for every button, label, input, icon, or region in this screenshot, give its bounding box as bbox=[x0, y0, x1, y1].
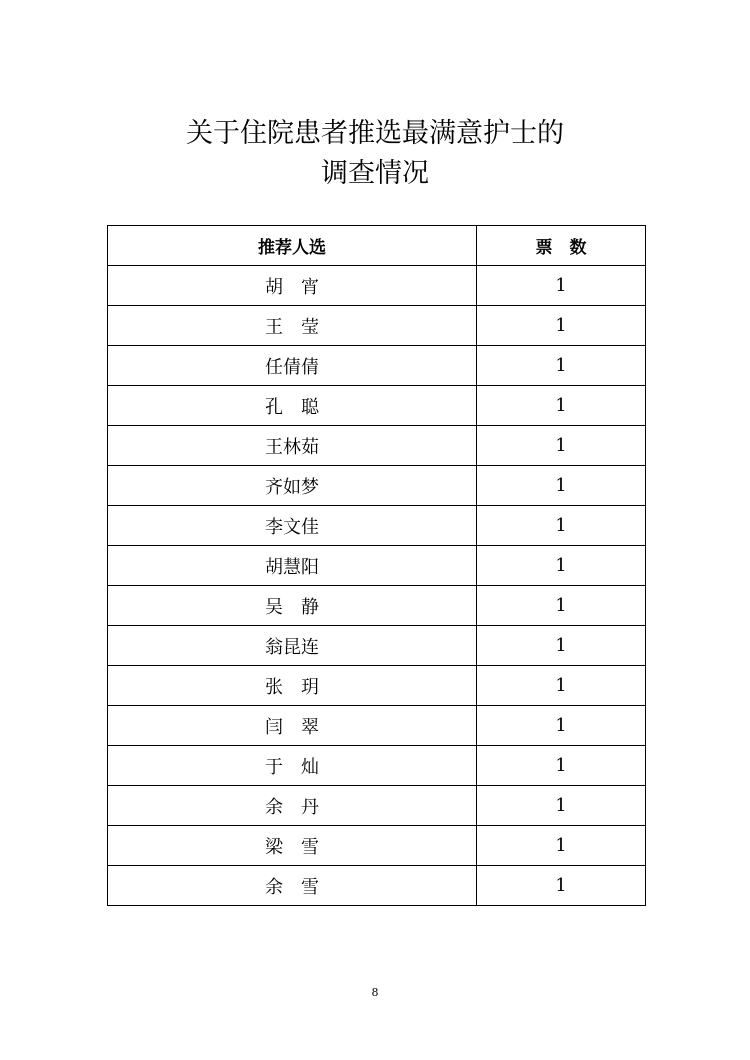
vote-count: 1 bbox=[477, 426, 646, 466]
table-row bbox=[108, 586, 646, 626]
vote-count: 1 bbox=[477, 786, 646, 826]
candidate-name: 胡慧阳 bbox=[108, 546, 477, 586]
table-row bbox=[108, 626, 646, 666]
candidate-name: 余 丹 bbox=[108, 786, 477, 826]
table-row bbox=[108, 546, 646, 586]
candidate-name: 梁 雪 bbox=[108, 826, 477, 866]
vote-count: 1 bbox=[477, 746, 646, 786]
candidate-name: 于 灿 bbox=[108, 746, 477, 786]
vote-count: 1 bbox=[477, 306, 646, 346]
vote-count: 1 bbox=[477, 506, 646, 546]
table-row bbox=[108, 466, 646, 506]
column-header-candidate: 推荐人选 bbox=[108, 226, 477, 266]
vote-count: 1 bbox=[477, 866, 646, 906]
table-row bbox=[108, 266, 646, 306]
table-row bbox=[108, 386, 646, 426]
candidate-name: 吴 静 bbox=[108, 586, 477, 626]
candidate-name: 闫 翠 bbox=[108, 706, 477, 746]
document-title-line-1: 关于住院患者推选最满意护士的 bbox=[186, 118, 564, 149]
table-row bbox=[108, 666, 646, 706]
vote-count: 1 bbox=[477, 386, 646, 426]
table-row bbox=[108, 506, 646, 546]
table-row bbox=[108, 866, 646, 906]
page-number: 8 bbox=[371, 986, 379, 999]
candidate-name: 余 雪 bbox=[108, 866, 477, 906]
candidate-name: 李文佳 bbox=[108, 506, 477, 546]
candidate-name: 张 玥 bbox=[108, 666, 477, 706]
vote-count: 1 bbox=[477, 546, 646, 586]
vote-count: 1 bbox=[477, 466, 646, 506]
table-row bbox=[108, 426, 646, 466]
table-row bbox=[108, 306, 646, 346]
candidate-name: 胡 宵 bbox=[108, 266, 477, 306]
vote-count: 1 bbox=[477, 826, 646, 866]
table-row bbox=[108, 786, 646, 826]
candidate-name: 齐如梦 bbox=[108, 466, 477, 506]
table-row bbox=[108, 346, 646, 386]
vote-count: 1 bbox=[477, 266, 646, 306]
document-title-line-2: 调查情况 bbox=[321, 158, 429, 189]
vote-count: 1 bbox=[477, 346, 646, 386]
nurse-vote-table bbox=[107, 225, 646, 906]
table-header-row bbox=[108, 226, 646, 266]
vote-count: 1 bbox=[477, 666, 646, 706]
candidate-name: 任倩倩 bbox=[108, 346, 477, 386]
candidate-name: 王林茹 bbox=[108, 426, 477, 466]
column-header-votes: 票 数 bbox=[477, 226, 646, 266]
vote-count: 1 bbox=[477, 706, 646, 746]
candidate-name: 王 莹 bbox=[108, 306, 477, 346]
candidate-name: 孔 聪 bbox=[108, 386, 477, 426]
table-row bbox=[108, 706, 646, 746]
table-row bbox=[108, 746, 646, 786]
vote-count: 1 bbox=[477, 586, 646, 626]
vote-count: 1 bbox=[477, 626, 646, 666]
candidate-name: 翁昆连 bbox=[108, 626, 477, 666]
table-row bbox=[108, 826, 646, 866]
